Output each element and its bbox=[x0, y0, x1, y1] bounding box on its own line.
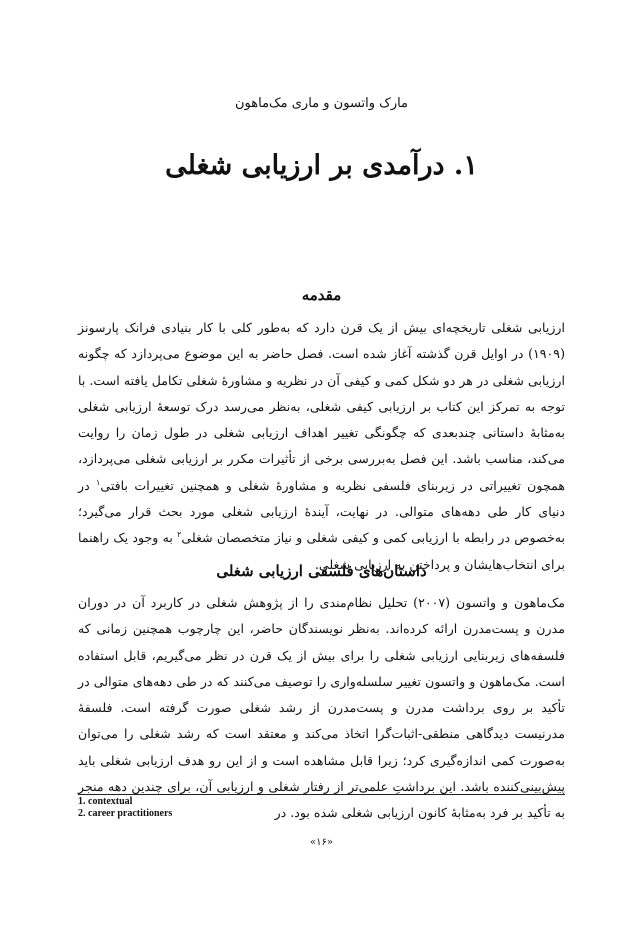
section-heading-philosophical-stories: داستان‌های فلسفی ارزیابی شغلی bbox=[216, 562, 427, 580]
section-heading-introduction: مقدمه bbox=[301, 286, 342, 304]
footnote-divider bbox=[78, 794, 565, 795]
footnotes bbox=[78, 796, 565, 820]
footnote-2: 2. career practitioners bbox=[78, 808, 173, 819]
paragraph-text: در دنیای کار طی دهه‌های متوالی. در نهایت، آیندهٔ ارزیابی شغلی مورد بحث قرار می‌گیرد؛ به‌خصوص در رابطه با ارزیابی کمی و کیفی شغلی و نیاز متخصصان شغلی bbox=[78, 477, 565, 546]
footnote-marker-2: ۲ bbox=[177, 530, 182, 540]
footnote-marker-1: ۱ bbox=[96, 477, 101, 487]
philosophical-stories-paragraph: مک‌ماهون و واتسون (۲۰۰۷) تحلیل نظام‌مندی را از پژوهش شغلی در کاربرد آن در دوران مدرن و پست‌مدرن ارائه کرده‌اند. به‌نظر نویسندگان حاضر، این چارچوب همچنین زمانی که فلسفه‌های زیربنایی ارزیابی شغلی را برای بیش از یک قرن در نظر می‌گیریم، قابل استفاده است. مک‌ماهون و واتسون تغییر سلسله‌واری را توصیف می‌کنند که در طی دهه‌های متوالی در تأکید بر روی برداشت مدرن و پست‌مدرن از رشد شغلی صورت گرفته است. فلسفهٔ مدرنیست دیدگاهی منطقی-اثبات‌گرا اتخاذ می‌کند و معتقد است که رشد شغلی را می‌توان به‌صورت کمی اندازه‌گیری کرد؛ زیرا قابل مشاهده است و از این رو هدف ارزیابی شغلی باید پیش‌بینی‌کننده باشد. این برداشتِ علمی‌تر از رفتار شغلی و ارزیابی آن، برای چندین دهه منجر به تأکید بر فرد به‌مثابهٔ کانون ارزیابی شغلی شده بود. در bbox=[78, 595, 565, 821]
paragraph-text: به وجود یک راهنما برای انتخاب‌هایشان و پرداختن به ارزیابی شغلی. bbox=[78, 530, 565, 572]
introduction-paragraph bbox=[78, 315, 565, 578]
paragraph-text: ارزیابی شغلی تاریخچه‌ای بیش از یک قرن دارد که به‌طور کلی با کار بنیادی فرانک پارسونز (۱۹۰۹) در اوایل قرن گذشته آغاز شده است. فصل حاضر به این موضوع می‌پردازد که چگونه ارزیابی شغلی در هر دو شکل کمی و کیفی آن در نظریه و مشاورهٔ شغلی تکامل یافته است. با توجه به تمرکز این کتاب بر ارزیابی کیفی شغلی، به‌نظر می‌رسد درک توسعهٔ ارزیابی شغلی به‌مثابهٔ داستانی چندبعدی که چگونگی تغییر اهداف ارزیابی شغلی در طول زمان را روایت می‌کند، مناسب باشد. این فصل به‌بررسی برخی از تأثیرات مکرر بر ارزیابی شغلی می‌پردازد، همچون تغییراتی در زیربنای فلسفی نظریه و مشاورهٔ شغلی و همچنین تغییرات بافتی bbox=[78, 320, 565, 493]
chapter-title: ۱. درآمدی بر ارزیابی شغلی bbox=[165, 150, 478, 181]
page-number: «۱۶» bbox=[310, 837, 333, 848]
footnote-1: 1. contextual bbox=[78, 796, 133, 807]
chapter-authors: مارک واتسون و ماری مک‌ماهون bbox=[234, 96, 409, 111]
